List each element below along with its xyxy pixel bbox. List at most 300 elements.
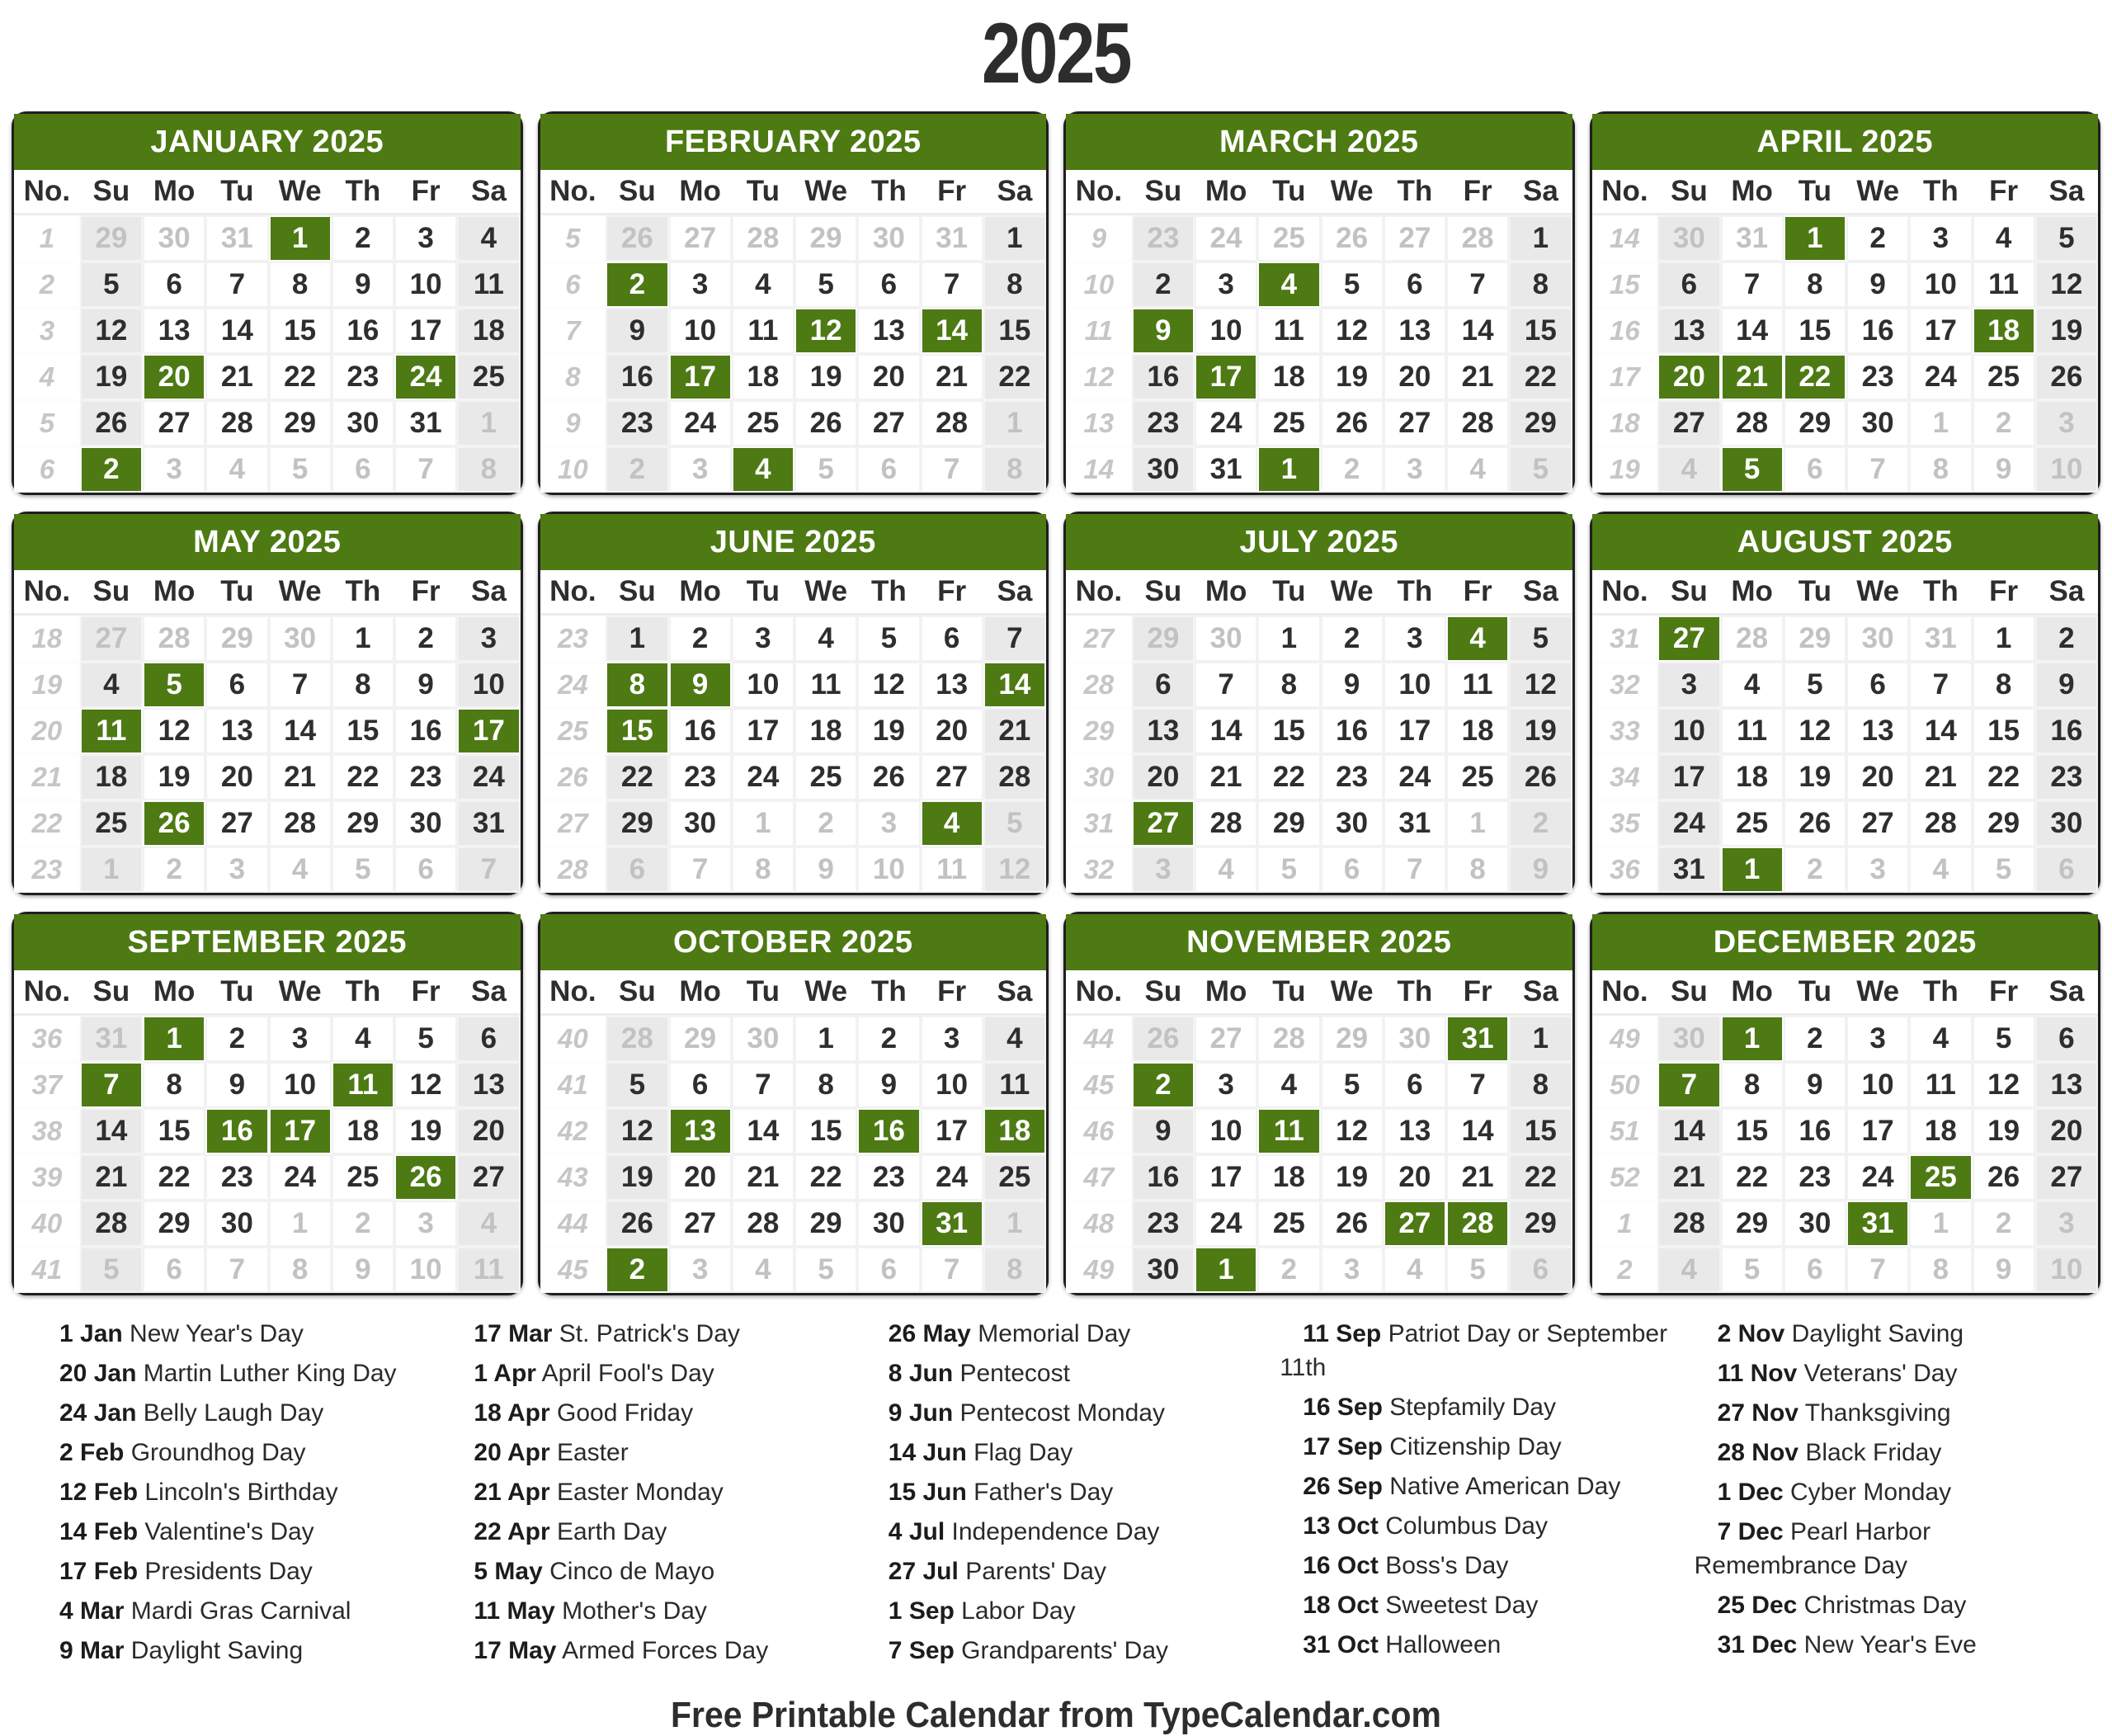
day-cell: 28 [1446,215,1509,262]
holiday-date: 14 Jun [888,1439,967,1466]
day-cell: 5 [1321,262,1384,308]
holiday-name: Valentine's Day [138,1518,314,1545]
holiday-day-cell: 1 [143,1016,205,1062]
day-cell: 18 [732,354,794,400]
day-of-week-header: Fr [1446,570,1509,616]
day-cell: 31 [1195,446,1257,493]
day-cell: 22 [1509,1154,1572,1201]
holiday-item [1695,1628,2087,1662]
day-cell: 21 [1195,754,1257,800]
holiday-name: Daylight Saving [124,1637,304,1664]
calendar-week-row [1066,446,1572,493]
day-cell: 30 [1132,446,1195,493]
day-cell: 6 [1384,262,1446,308]
day-cell: 30 [1195,616,1257,662]
day-of-week-header: Th [1384,970,1446,1016]
day-cell: 6 [332,446,394,493]
day-cell: 2 [606,446,668,493]
holiday-item [450,1317,843,1351]
day-cell: 28 [1721,616,1784,662]
day-cell: 4 [1446,446,1509,493]
day-cell: 8 [1509,262,1572,308]
calendar-week-row [1592,1201,2099,1247]
day-cell: 28 [1446,400,1509,446]
day-cell: 6 [1657,262,1720,308]
day-cell: 31 [394,400,457,446]
week-number: 1 [14,215,80,262]
holiday-name: Labor Day [954,1597,1076,1625]
day-cell: 8 [1721,1062,1784,1108]
holiday-name: Sweetest Day [1378,1592,1539,1619]
day-cell: 30 [857,1201,920,1247]
day-cell: 21 [983,708,1046,754]
day-cell: 19 [857,708,920,754]
week-number: 7 [540,308,606,354]
day-cell: 30 [1846,616,1909,662]
day-cell: 1 [606,616,668,662]
week-number: 30 [1066,754,1132,800]
holiday-day-cell: 27 [1657,616,1720,662]
day-cell: 29 [1721,1201,1784,1247]
day-cell: 29 [1321,1016,1384,1062]
calendar-week-row [1592,616,2099,662]
month-table [1592,970,2099,1293]
holiday-day-cell: 28 [1446,1201,1509,1247]
day-cell: 1 [1509,1016,1572,1062]
calendar-week-row [1066,354,1572,400]
day-cell: 20 [669,1154,732,1201]
day-cell: 5 [1721,1247,1784,1293]
day-cell: 8 [983,1247,1046,1293]
holiday-day-cell: 21 [1721,354,1784,400]
day-cell: 7 [921,446,983,493]
calendar-week-row [1592,662,2099,708]
week-number: 31 [1592,616,1658,662]
calendar-week-row [1592,400,2099,446]
day-of-week-header: Tu [1257,970,1320,1016]
day-cell: 3 [205,847,268,893]
day-of-week-header: We [1846,970,1909,1016]
month-card [538,512,1049,895]
day-cell: 3 [457,616,520,662]
holiday-name: Martin Luther King Day [136,1360,397,1387]
day-cell: 30 [205,1201,268,1247]
day-cell: 7 [1846,446,1909,493]
day-cell: 12 [2035,262,2098,308]
week-number: 3 [14,308,80,354]
day-cell: 8 [332,662,394,708]
calendar-week-row [14,1247,521,1293]
day-of-week-header: We [269,970,332,1016]
day-of-week-header: We [1321,970,1384,1016]
month-table [1066,970,1572,1293]
day-cell: 1 [1446,800,1509,847]
calendar-week-row [1592,354,2099,400]
holiday-day-cell: 15 [606,708,668,754]
day-of-week-header: Mo [1195,570,1257,616]
holiday-name: Flag Day [966,1439,1073,1466]
day-of-week-header: We [794,170,857,215]
calendar-week-row [540,215,1047,262]
day-of-week-header: No. [540,570,606,616]
day-cell: 5 [269,446,332,493]
calendar-week-row [540,446,1047,493]
holiday-date: 20 Apr [474,1439,550,1466]
day-cell: 8 [1973,662,2035,708]
day-cell: 19 [1973,1108,2035,1154]
day-cell: 11 [1973,262,2035,308]
day-cell: 29 [332,800,394,847]
day-cell: 19 [2035,308,2098,354]
holiday-item [450,1356,843,1390]
day-cell: 2 [1132,262,1195,308]
day-cell: 3 [1195,1062,1257,1108]
day-cell: 5 [983,800,1046,847]
day-cell: 26 [1509,754,1572,800]
day-cell: 3 [732,616,794,662]
calendar-week-row [14,800,521,847]
week-number: 35 [1592,800,1658,847]
holiday-date: 11 Sep [1303,1320,1382,1347]
week-number: 27 [1066,616,1132,662]
day-cell: 12 [1321,308,1384,354]
day-cell: 28 [1257,1016,1320,1062]
day-cell: 3 [1132,847,1195,893]
holiday-day-cell: 17 [457,708,520,754]
day-cell: 4 [794,616,857,662]
holiday-date: 20 Jan [59,1360,137,1387]
day-cell: 3 [1909,215,1972,262]
holiday-name: Daylight Saving [1784,1320,1964,1347]
day-cell: 4 [332,1016,394,1062]
day-cell: 7 [921,1247,983,1293]
day-cell: 7 [732,1062,794,1108]
holiday-name: Armed Forces Day [556,1637,769,1664]
day-cell: 25 [1446,754,1509,800]
holiday-name: Citizenship Day [1382,1433,1562,1460]
month-card [12,912,523,1295]
day-cell: 24 [1846,1154,1909,1201]
holiday-date: 1 Sep [888,1597,955,1625]
day-cell: 24 [457,754,520,800]
day-cell: 27 [1384,400,1446,446]
holiday-date: 26 May [888,1320,971,1347]
day-cell: 1 [1257,616,1320,662]
day-cell: 19 [1784,754,1846,800]
day-cell: 7 [205,1247,268,1293]
day-cell: 24 [1657,800,1720,847]
day-of-week-header: No. [14,570,80,616]
day-cell: 27 [2035,1154,2098,1201]
day-cell: 22 [1257,754,1320,800]
day-cell: 17 [1195,1154,1257,1201]
holiday-name: St. Patrick's Day [552,1320,740,1347]
holiday-day-cell: 1 [1784,215,1846,262]
week-number: 19 [14,662,80,708]
day-cell: 12 [80,308,143,354]
holiday-date: 17 Sep [1303,1433,1383,1460]
day-cell: 21 [1446,354,1509,400]
day-cell: 24 [1195,400,1257,446]
day-cell: 6 [857,1247,920,1293]
holiday-item [36,1396,429,1430]
day-cell: 11 [983,1062,1046,1108]
day-cell: 6 [2035,1016,2098,1062]
calendar-week-row [540,1154,1047,1201]
day-cell: 28 [269,800,332,847]
day-cell: 30 [732,1016,794,1062]
month-title: AUGUST 2025 [1592,514,2099,570]
calendar-week-row [1592,754,2099,800]
holiday-column [1280,1317,1672,1673]
week-number: 10 [540,446,606,493]
day-cell: 26 [606,1201,668,1247]
holiday-item [1695,1356,2087,1390]
week-number: 26 [540,754,606,800]
month-title: JULY 2025 [1066,514,1572,570]
holiday-date: 24 Jan [59,1399,137,1427]
month-table [1592,170,2099,493]
day-cell: 4 [269,847,332,893]
day-cell: 1 [332,616,394,662]
day-cell: 12 [1321,1108,1384,1154]
day-cell: 8 [1784,262,1846,308]
day-cell: 23 [205,1154,268,1201]
week-number: 45 [1066,1062,1132,1108]
calendar-week-row [1066,1016,1572,1062]
day-cell: 27 [457,1154,520,1201]
week-number: 18 [1592,400,1658,446]
day-cell: 18 [1257,354,1320,400]
calendar-week-row [1066,800,1572,847]
day-cell: 16 [669,708,732,754]
day-cell: 18 [1446,708,1509,754]
holiday-day-cell: 2 [1132,1062,1195,1108]
week-number: 18 [14,616,80,662]
day-cell: 21 [1909,754,1972,800]
day-cell: 19 [794,354,857,400]
day-cell: 15 [332,708,394,754]
holiday-name: Cyber Monday [1783,1479,1952,1506]
day-cell: 17 [1846,1108,1909,1154]
day-cell: 7 [1446,1062,1509,1108]
day-cell: 12 [1784,708,1846,754]
day-cell: 4 [1721,662,1784,708]
day-cell: 9 [606,308,668,354]
holiday-name: Parents' Day [958,1558,1106,1585]
day-cell: 26 [1321,215,1384,262]
day-cell: 30 [394,800,457,847]
day-of-week-header: Tu [205,570,268,616]
holiday-day-cell: 31 [921,1201,983,1247]
holiday-name: Pentecost Monday [953,1399,1165,1427]
month-card [1063,912,1575,1295]
day-cell: 29 [794,215,857,262]
week-number: 36 [1592,847,1658,893]
day-cell: 9 [1321,662,1384,708]
week-number: 41 [14,1247,80,1293]
calendar-week-row [540,400,1047,446]
holiday-name: Memorial Day [970,1320,1131,1347]
holiday-date: 11 May [474,1597,555,1625]
day-cell: 31 [1657,847,1720,893]
day-cell: 23 [669,754,732,800]
day-cell: 15 [143,1108,205,1154]
holiday-item [1280,1469,1672,1503]
day-cell: 25 [1973,354,2035,400]
day-of-week-header: Tu [732,170,794,215]
day-cell: 6 [1132,662,1195,708]
day-cell: 18 [1257,1154,1320,1201]
calendar-week-row [14,662,521,708]
day-cell: 3 [857,800,920,847]
day-cell: 13 [205,708,268,754]
day-cell: 19 [1321,1154,1384,1201]
day-cell: 6 [205,662,268,708]
week-number: 16 [1592,308,1658,354]
day-of-week-header: Sa [1509,970,1572,1016]
holiday-day-cell: 1 [1195,1247,1257,1293]
day-of-week-header: Su [80,970,143,1016]
month-title: MARCH 2025 [1066,114,1572,170]
day-cell: 11 [921,847,983,893]
holiday-day-cell: 27 [1384,1201,1446,1247]
day-cell: 3 [2035,1201,2098,1247]
day-cell: 1 [983,1201,1046,1247]
holiday-day-cell: 4 [1446,616,1509,662]
day-cell: 5 [1973,847,2035,893]
calendar-week-row [1066,754,1572,800]
day-cell: 25 [1257,1201,1320,1247]
month-title: JUNE 2025 [540,514,1047,570]
calendar-week-row [1066,1154,1572,1201]
calendar-week-row [1066,708,1572,754]
day-cell: 24 [669,400,732,446]
day-cell: 15 [269,308,332,354]
day-cell: 23 [1846,354,1909,400]
calendar-week-row [14,1108,521,1154]
day-of-week-header: Th [1384,570,1446,616]
week-number: 38 [14,1108,80,1154]
day-cell: 20 [2035,1108,2098,1154]
day-of-week-header: Mo [669,970,732,1016]
day-cell: 24 [921,1154,983,1201]
calendar-week-row [14,1154,521,1201]
day-cell: 7 [1721,262,1784,308]
week-number: 45 [540,1247,606,1293]
day-of-week-header: Sa [983,570,1046,616]
holiday-day-cell: 12 [794,308,857,354]
day-of-week-header: Sa [457,970,520,1016]
day-cell: 7 [205,262,268,308]
calendar-week-row [1066,616,1572,662]
day-cell: 21 [732,1154,794,1201]
holiday-item [865,1356,1258,1390]
week-number: 49 [1592,1016,1658,1062]
day-cell: 8 [732,847,794,893]
day-cell: 20 [205,754,268,800]
holiday-date: 31 Dec [1717,1631,1798,1658]
day-cell: 9 [1132,1108,1195,1154]
day-cell: 12 [143,708,205,754]
day-cell: 6 [669,1062,732,1108]
day-cell: 16 [332,308,394,354]
day-cell: 2 [394,616,457,662]
day-of-week-header: Mo [143,570,205,616]
holiday-item [36,1554,429,1588]
day-of-week-header: Th [857,970,920,1016]
holiday-item [36,1356,429,1390]
holiday-name: Grandparents' Day [954,1637,1169,1664]
day-of-week-header: Su [80,170,143,215]
calendar-week-row [1066,215,1572,262]
day-cell: 14 [1909,708,1972,754]
calendar-week-row [14,1062,521,1108]
week-number: 9 [1066,215,1132,262]
month-title: FEBRUARY 2025 [540,114,1047,170]
day-cell: 26 [1321,1201,1384,1247]
day-cell: 15 [1509,1108,1572,1154]
day-cell: 10 [394,262,457,308]
day-cell: 1 [732,800,794,847]
holiday-item [865,1317,1258,1351]
holiday-date: 16 Oct [1303,1552,1379,1579]
day-cell: 5 [1509,446,1572,493]
day-of-week-header: Tu [1784,170,1846,215]
day-cell: 10 [1195,1108,1257,1154]
week-number: 32 [1066,847,1132,893]
month-table [1066,570,1572,893]
holiday-date: 22 Apr [474,1518,550,1545]
holiday-item [865,1436,1258,1469]
holiday-day-cell: 18 [1973,308,2035,354]
holiday-item [1280,1588,1672,1622]
week-number: 2 [14,262,80,308]
holiday-item [450,1554,843,1588]
day-of-week-header: We [1321,570,1384,616]
calendar-week-row [540,847,1047,893]
day-cell: 29 [669,1016,732,1062]
day-cell: 29 [1132,616,1195,662]
week-number: 14 [1592,215,1658,262]
day-cell: 3 [921,1016,983,1062]
day-cell: 8 [983,262,1046,308]
day-cell: 20 [1384,1154,1446,1201]
holiday-date: 28 Nov [1717,1439,1798,1466]
week-number: 44 [540,1201,606,1247]
day-cell: 19 [1509,708,1572,754]
day-cell: 29 [794,1201,857,1247]
calendar-week-row [1592,262,2099,308]
calendar-week-row [1592,1154,2099,1201]
week-number: 51 [1592,1108,1658,1154]
holiday-day-cell: 1 [1257,446,1320,493]
day-cell: 2 [332,215,394,262]
day-cell: 13 [143,308,205,354]
day-cell: 2 [1257,1247,1320,1293]
day-of-week-header: Fr [1973,970,2035,1016]
day-cell: 5 [794,1247,857,1293]
day-cell: 30 [669,800,732,847]
month-title: JANUARY 2025 [14,114,521,170]
day-cell: 9 [394,662,457,708]
day-cell: 7 [1846,1247,1909,1293]
holiday-item [1695,1475,2087,1509]
day-of-week-header: Sa [2035,970,2098,1016]
holiday-date: 1 Jan [59,1320,123,1347]
week-number: 22 [14,800,80,847]
holiday-day-cell: 11 [80,708,143,754]
